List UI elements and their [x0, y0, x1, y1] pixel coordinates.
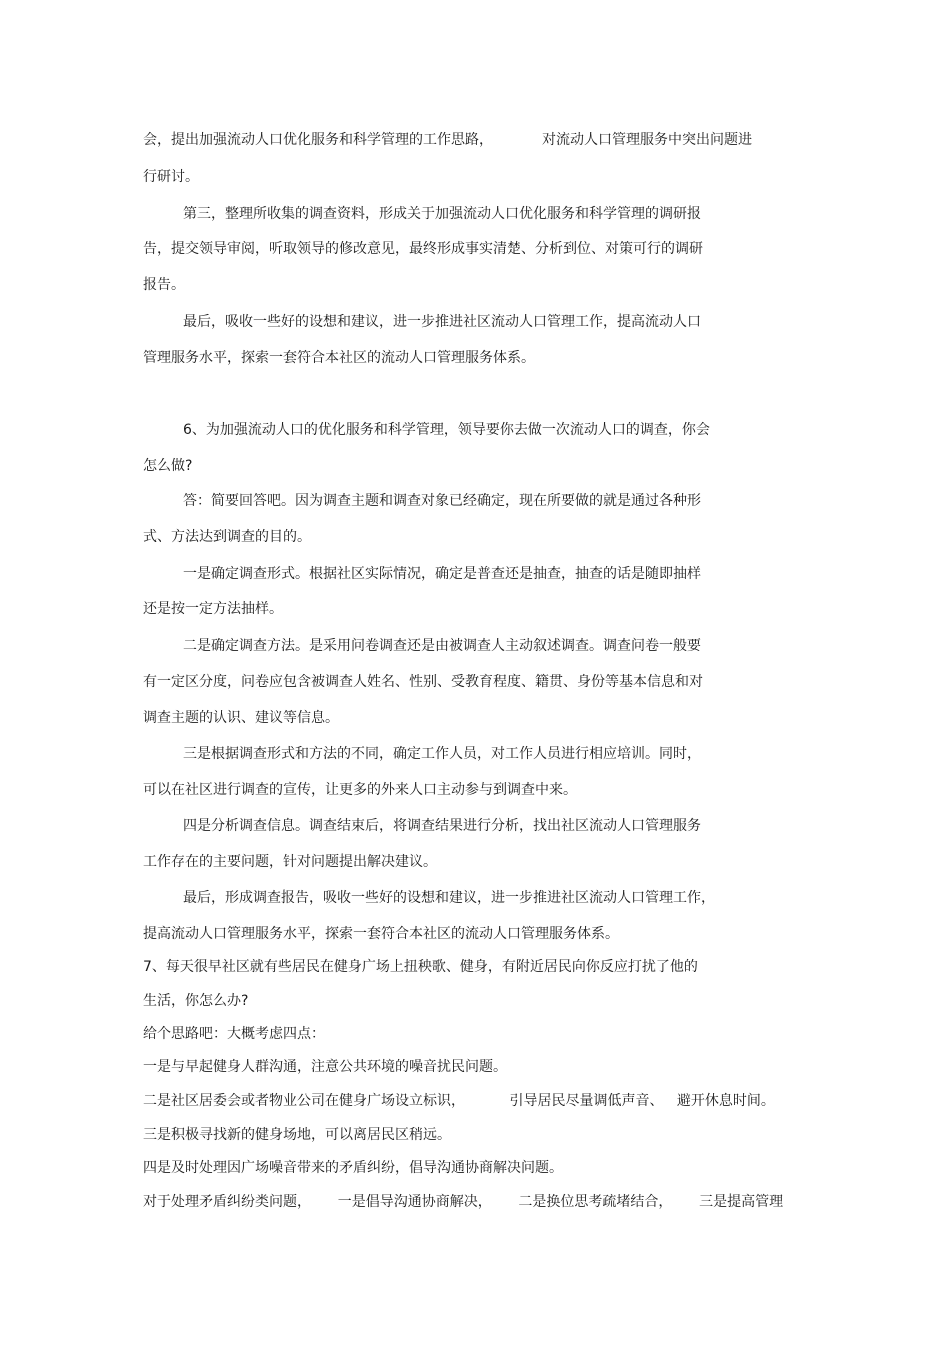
text-line: 对于处理矛盾纠纷类问题， 一是倡导沟通协商解决， 二是换位思考疏堵结合， 三是提高管理	[143, 1194, 784, 1210]
text-line: 生活，你怎么办?	[143, 993, 249, 1009]
text-line: 可以在社区进行调查的宣传，让更多的外来人口主动参与到调查中来。	[143, 782, 577, 798]
text-line: 告，提交领导审阅，听取领导的修改意见，最终形成事实清楚、分析到位、对策可行的调研	[143, 241, 703, 257]
text-line: 7、每天很早社区就有些居民在健身广场上扭秧歌、健身，有附近居民向你反应打扰了他的	[143, 959, 698, 975]
text-line: 管理服务水平，探索一套符合本社区的流动人口管理服务体系。	[143, 350, 535, 366]
text-line: 第三，整理所收集的调查资料，形成关于加强流动人口优化服务和科学管理的调研报	[183, 206, 701, 222]
text-line: 报告。	[143, 277, 185, 293]
text-line: 还是按一定方法抽样。	[143, 601, 283, 617]
text-line: 三是根据调查形式和方法的不同，确定工作人员，对工作人员进行相应培训。同时，	[183, 746, 701, 762]
text-line: 最后，吸收一些好的设想和建议，进一步推进社区流动人口管理工作，提高流动人口	[183, 314, 701, 330]
text-line: 一是与早起健身人群沟通，注意公共环境的噪音扰民问题。	[143, 1059, 507, 1075]
text-line: 二是社区居委会或者物业公司在健身广场设立标识， 引导居民尽量调低声音、 避开休息时间。	[143, 1093, 775, 1109]
text-line: 会，提出加强流动人口优化服务和科学管理的工作思路， 对流动人口管理服务中突出问题进	[143, 132, 752, 148]
text-line: 答：简要回答吧。因为调查主题和调查对象已经确定，现在所要做的就是通过各种形	[183, 493, 701, 509]
text-line: 最后，形成调查报告，吸收一些好的设想和建议，进一步推进社区流动人口管理工作，	[183, 890, 715, 906]
text-line: 怎么做?	[143, 458, 193, 474]
text-line: 四是分析调查信息。调查结束后，将调查结果进行分析，找出社区流动人口管理服务	[183, 818, 701, 834]
text-line: 三是积极寻找新的健身场地，可以离居民区稍远。	[143, 1127, 451, 1143]
text-line: 四是及时处理因广场噪音带来的矛盾纠纷，倡导沟通协商解决问题。	[143, 1160, 563, 1176]
text-line: 二是确定调查方法。是采用问卷调查还是由被调查人主动叙述调查。调查问卷一般要	[183, 638, 701, 654]
text-line: 行研讨。	[143, 169, 199, 185]
text-line: 调查主题的认识、建议等信息。	[143, 710, 339, 726]
text-line: 式、方法达到调查的目的。	[143, 529, 311, 545]
text-line: 给个思路吧：大概考虑四点：	[143, 1026, 325, 1042]
text-line: 一是确定调查形式。根据社区实际情况，确定是普查还是抽查，抽查的话是随即抽样	[183, 566, 701, 582]
text-line: 工作存在的主要问题，针对问题提出解决建议。	[143, 854, 437, 870]
text-line: 提高流动人口管理服务水平，探索一套符合本社区的流动人口管理服务体系。	[143, 926, 619, 942]
text-line: 有一定区分度，问卷应包含被调查人姓名、性别、受教育程度、籍贯、身份等基本信息和对	[143, 674, 703, 690]
text-line: 6、为加强流动人口的优化服务和科学管理，领导要你去做一次流动人口的调查，你会	[183, 422, 710, 438]
